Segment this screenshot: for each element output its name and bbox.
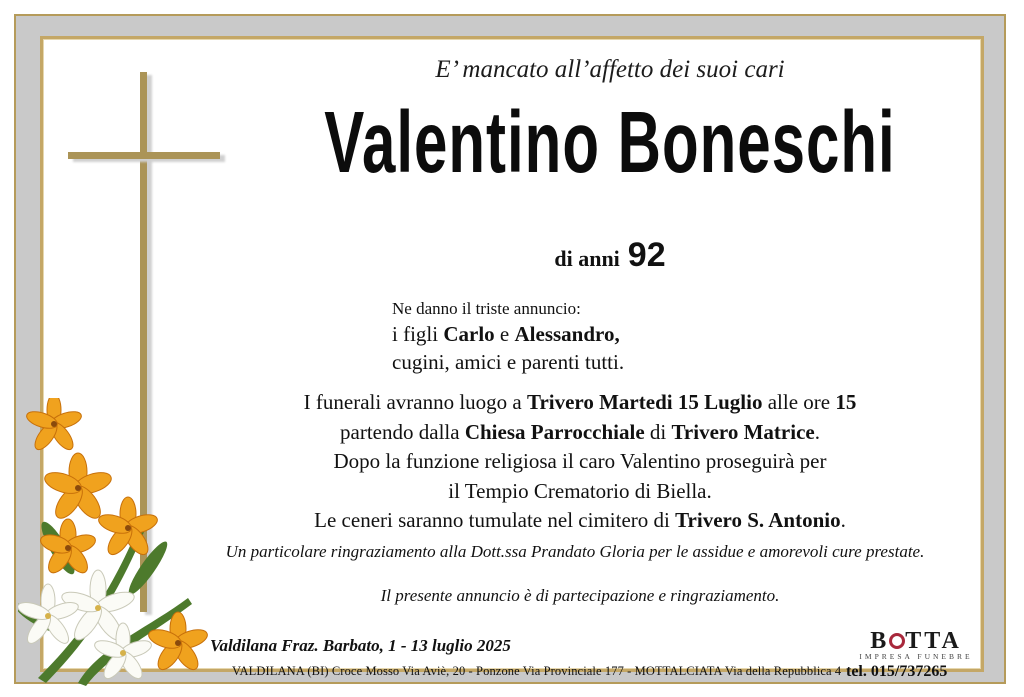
child-name-2: Alessandro,	[514, 322, 620, 346]
funeral-line-2	[240, 418, 920, 448]
deceased-name: Valentino Boneschi	[324, 93, 896, 191]
footer-addresses: VALDILANA (BI) Croce Mosso Via Aviè, 20 - Ponzone Via Provinciale 177 - MOTTALCIATA Via della Repubblica 4	[232, 664, 842, 678]
brand-letters: TTA	[905, 628, 962, 654]
intro-line: E’ mancato all’affetto dei suoi cari	[435, 56, 785, 83]
brand-subtitle: IMPRESA FUNEBRE	[859, 652, 973, 661]
notice-line: Il presente annuncio è di partecipazione e ringraziamento.	[380, 586, 780, 605]
announcement-block	[392, 298, 812, 376]
age-line	[500, 236, 720, 275]
text: .	[840, 508, 846, 532]
text: .	[814, 419, 820, 444]
text: I funerali avranno luogo a	[303, 390, 522, 414]
funeral-details	[240, 388, 920, 536]
lily-bouquet-icon	[18, 398, 218, 688]
funeral-line-3: Dopo la funzione religiosa il caro Valentino proseguirà per	[333, 449, 827, 473]
thanks-line: Un particolare ringraziamento alla Dott.ssa Prandato Gloria per le assidue e amorevoli cure prestate.	[225, 542, 925, 561]
text: di	[649, 419, 667, 444]
child-name-1: Carlo	[443, 322, 495, 346]
brand-o-icon	[889, 633, 905, 649]
funeral-date: Trivero Martedi 15 Luglio	[527, 390, 763, 414]
text: partendo dalla	[340, 419, 460, 444]
church-location: Trivero Matrice	[671, 419, 815, 444]
children-line	[392, 320, 812, 348]
funeral-line-5	[240, 506, 920, 536]
funeral-line-4: il Tempio Crematorio di Biella.	[448, 478, 712, 503]
cemetery-name: Trivero S. Antonio	[675, 508, 841, 532]
age-label: di anni	[554, 246, 620, 271]
relatives-line: cugini, amici e parenti tutti.	[392, 350, 625, 374]
brand-letter: B	[870, 628, 890, 654]
children-prefix: i figli	[392, 322, 439, 346]
age-value: 92	[627, 236, 666, 274]
place-date: Valdilana Fraz. Barbato, 1 - 13 luglio 2025	[210, 636, 511, 655]
announcement-heading: Ne danno il triste annuncio:	[392, 299, 581, 318]
funeral-line-1	[240, 388, 920, 418]
text: alle ore	[767, 390, 831, 414]
brand-logo	[856, 628, 976, 655]
funeral-time: 15	[835, 390, 857, 414]
text: Le ceneri saranno tumulate nel cimitero di	[314, 508, 670, 532]
phone-number: tel. 015/737265	[846, 663, 948, 680]
church-name: Chiesa Parrocchiale	[464, 419, 645, 444]
children-conj: e	[499, 322, 510, 346]
cross-icon-horizontal	[68, 152, 220, 159]
